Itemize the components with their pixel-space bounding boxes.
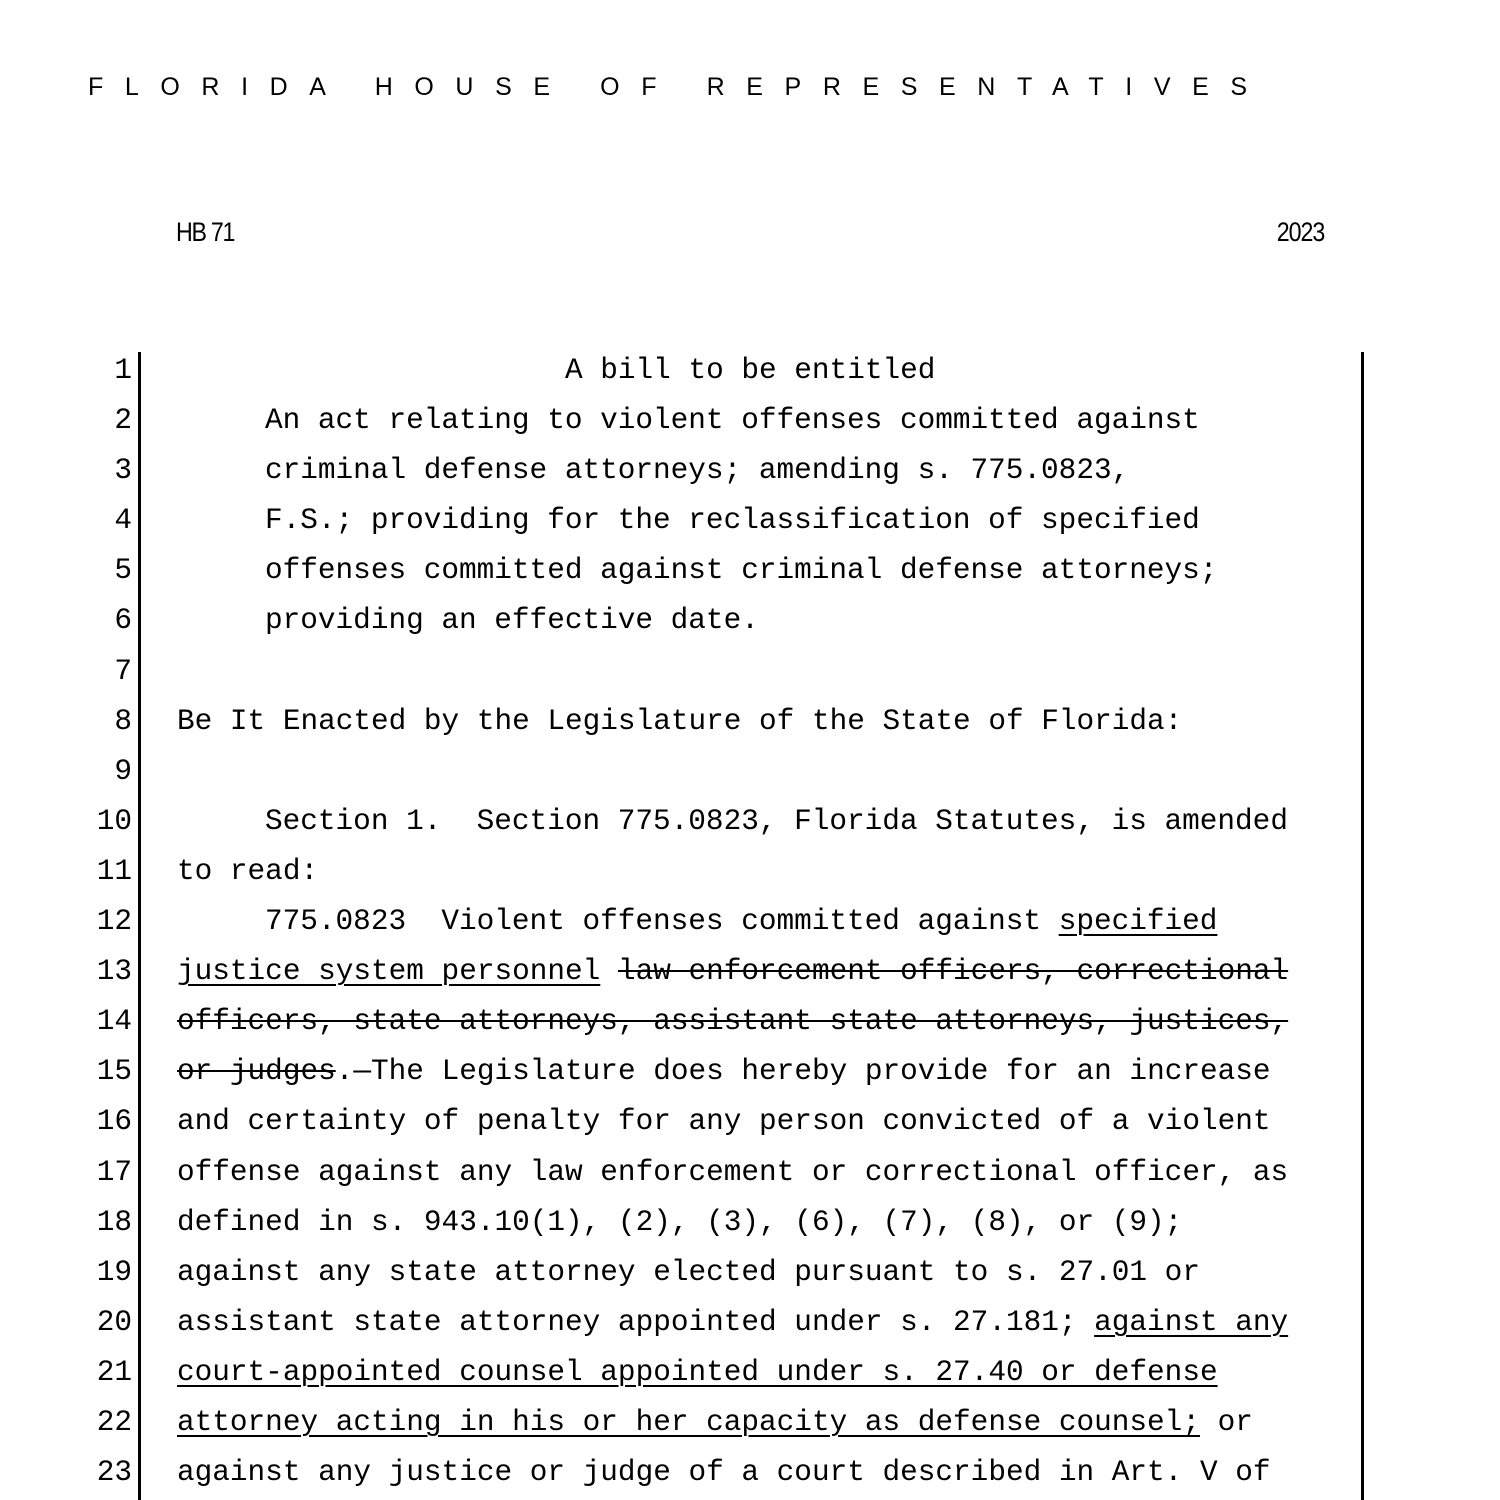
bill-line [0,1448,1500,1498]
bill-line [0,1047,1500,1097]
line-number: 10 [96,804,132,838]
line-text [177,1097,1271,1147]
line-number: 4 [114,504,132,538]
text-segment: Section 1. Section 775.0823, Florida Statutes, is amended [265,804,1288,838]
line-text [565,346,935,396]
bill-line [0,1298,1500,1348]
text-segment: A bill to be entitled [565,354,936,387]
line-number: 13 [96,955,132,989]
text-segment: and certainty of penalty for any person convicted of a violent [177,1105,1271,1139]
bill-line [0,797,1500,847]
bill-line [0,346,1500,396]
line-number: 12 [96,905,132,939]
bill-year: 2023 [1276,217,1324,247]
text-segment: F.S.; providing for the reclassification of specified [265,504,1200,538]
line-number: 21 [96,1355,132,1389]
line-text [177,697,1182,747]
text-segment: to read: [177,854,319,888]
bill-line [0,847,1500,897]
line-number: 1 [114,354,132,387]
line-text [177,1047,1271,1097]
bill-line [0,1148,1500,1198]
bill-line [0,1198,1500,1248]
text-segment: .—The Legislature does hereby provide for an increase [335,1055,1271,1089]
line-text [265,897,1217,947]
bill-line [0,546,1500,596]
line-text [177,1248,1200,1298]
line-text [265,446,1129,496]
text-segment: offenses committed against criminal defense attorneys; [265,554,1218,588]
line-text [177,947,1288,997]
line-text [265,546,1217,596]
line-text [177,847,318,897]
line-text [177,997,1288,1047]
line-number: 15 [96,1055,132,1089]
inserted-text: against any [1094,1305,1289,1339]
inserted-text: court-appointed counsel appointed under s. 27.40 or defense [177,1355,1218,1389]
line-number: 17 [96,1155,132,1189]
line-text [265,797,1288,847]
line-number: 5 [114,554,132,588]
deleted-text: officers, state attorneys, assistant state attorneys, justices, [177,1005,1289,1039]
text-segment: criminal defense attorneys; amending s. 775.0823, [265,454,1130,488]
text-segment: 775.0823 Violent offenses committed against [265,905,1059,939]
line-number: 18 [96,1205,132,1239]
bill-line [0,446,1500,496]
bill-line [0,697,1500,747]
inserted-text: justice system personnel [177,955,601,989]
line-number: 19 [96,1255,132,1289]
line-text [265,396,1200,446]
bill-line [0,897,1500,947]
line-text [265,496,1200,546]
line-number: 6 [114,604,132,638]
bill-number: HB 71 [176,217,235,247]
line-number: 14 [96,1005,132,1039]
line-number: 7 [114,654,132,688]
line-number: 20 [96,1305,132,1339]
line-text [177,1198,1182,1248]
text-segment: providing an effective date. [265,604,759,638]
bill-line [0,997,1500,1047]
deleted-text: law enforcement officers, correctional [617,955,1289,989]
line-number: 11 [96,854,132,888]
line-number: 8 [114,704,132,738]
line-text [265,596,759,646]
line-number: 16 [96,1105,132,1139]
bill-line [0,747,1500,797]
text-segment: or [1199,1405,1253,1439]
line-text [177,1148,1288,1198]
bill-line [0,1398,1500,1448]
line-number: 9 [114,754,132,788]
bill-line [0,1097,1500,1147]
text-segment: assistant state attorney appointed under s. 27.181; [177,1305,1095,1339]
line-text [177,1398,1253,1448]
text-segment: An act relating to violent offenses committed against [265,404,1200,438]
bill-line [0,596,1500,646]
line-text [177,1298,1288,1348]
line-number: 3 [114,454,132,488]
bill-line [0,496,1500,546]
text-segment: against any justice or judge of a court described in Art. V of [177,1456,1271,1490]
line-number: 2 [114,404,132,438]
line-number: 22 [96,1405,132,1439]
line-number: 23 [96,1456,132,1490]
text-segment: Be It Enacted by the Legislature of the State of Florida: [177,704,1183,738]
inserted-text: attorney acting in his or her capacity as defense counsel; [177,1405,1200,1439]
line-text [177,1448,1271,1498]
inserted-text: specified [1058,905,1218,939]
bill-text-body [0,346,1500,1498]
text-segment: offense against any law enforcement or correctional officer, as [177,1155,1289,1189]
text-segment [600,955,618,988]
line-text [177,1348,1218,1398]
text-segment: against any state attorney elected pursuant to s. 27.01 or [177,1255,1200,1289]
bill-line [0,396,1500,446]
deleted-text: or judges [177,1055,336,1089]
bill-line [0,647,1500,697]
text-segment: defined in s. 943.10(1), (2), (3), (6), (7), (8), or (9); [177,1205,1183,1239]
bill-line [0,947,1500,997]
bill-line [0,1248,1500,1298]
bill-line [0,1348,1500,1398]
chamber-title: FLORIDA HOUSE OF REPRESENTATIVES [88,73,1269,101]
